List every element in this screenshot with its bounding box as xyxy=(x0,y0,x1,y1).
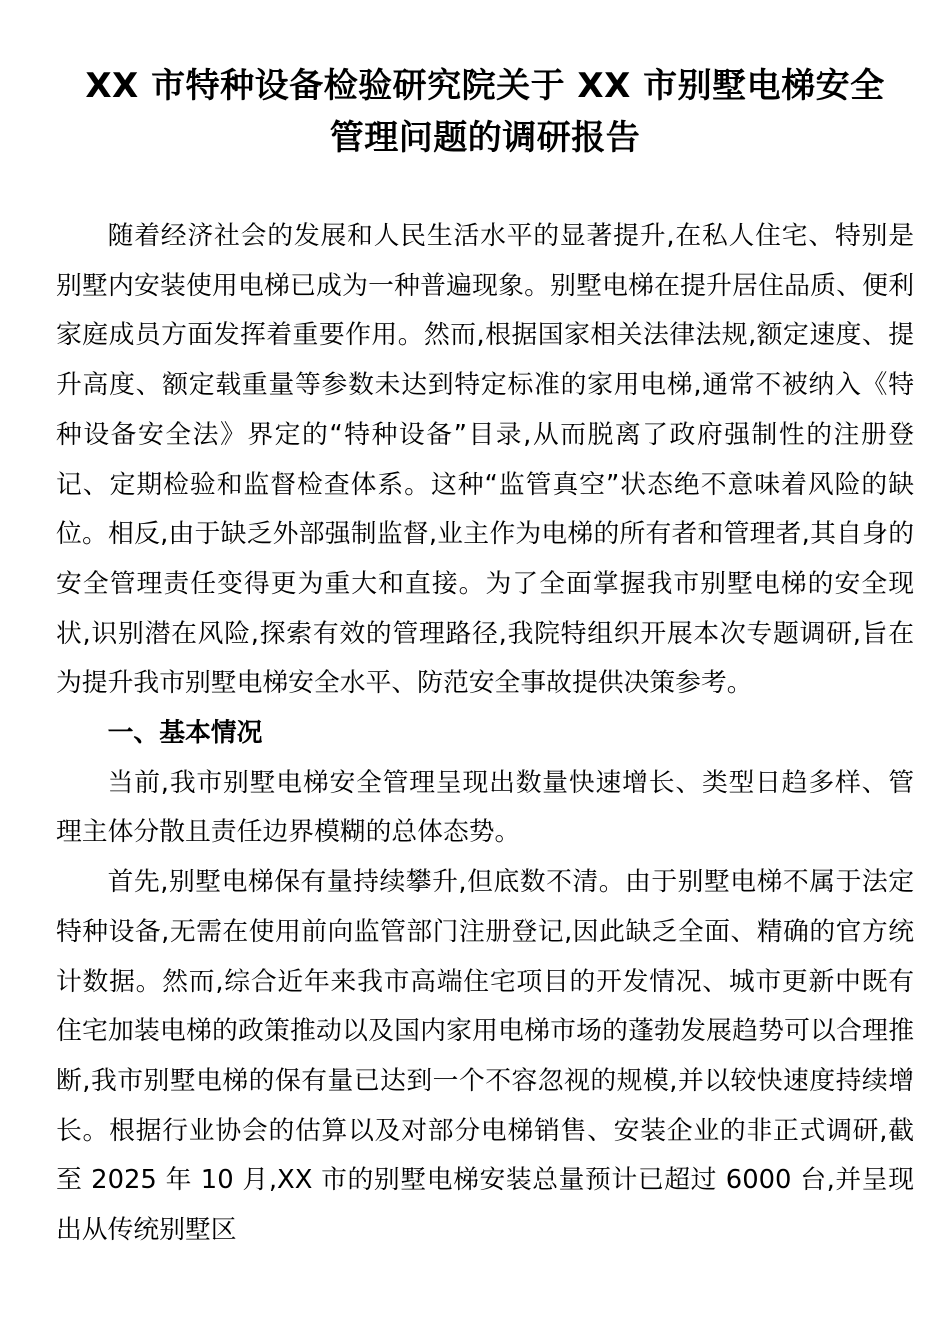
section-heading-basic-situation: 一、基本情况 xyxy=(107,718,263,749)
paragraph-elevator-growth: 首先,别墅电梯保有量持续攀升,但底数不清。由于别墅电梯不属于法定特种设备,无需在使用前向监管部门注册登记,因此缺乏全面、精确的官方统计数据。然而,综合近年来我市高端住宅项目的开发情况、城市更新中既有住宅加装电梯的政策推动以及国内家用电梯市场的蓬勃发展趋势可以合理推断,我市别墅电梯的保有量已达到一个不容忽视的规模,并以较快速度持续增长。根据行业协会的估算以及对部分电梯销售、安装企业的非正式调研,截至 2025 年 10 月,XX 市的别墅电梯安装总量预计已超过 6000 台,并呈现出从传统别墅区 xyxy=(56,867,914,1246)
document-title: XX 市特种设备检验研究院关于 XX 市别墅电梯安全管理问题的调研报告 xyxy=(85,66,885,158)
paragraph-overall-situation: 当前,我市别墅电梯安全管理呈现出数量快速增长、类型日趋多样、管理主体分散且责任边界模糊的总体态势。 xyxy=(56,767,914,848)
paragraph-introduction: 随着经济社会的发展和人民生活水平的显著提升,在私人住宅、特别是别墅内安装使用电梯已成为一种普遍现象。别墅电梯在提升居住品质、便利家庭成员方面发挥着重要作用。然而,根据国家相关法律法规,额定速度、提升高度、额定载重量等参数未达到特定标准的家用电梯,通常不被纳入《特种设备安全法》界定的“特种设备”目录,从而脱离了政府强制性的注册登记、定期检验和监督检查体系。这种“监管真空”状态绝不意味着风险的缺位。相反,由于缺乏外部强制监督,业主作为电梯的所有者和管理者,其自身的安全管理责任变得更为重大和直接。为了全面掌握我市别墅电梯的安全现状,识别潜在风险,探索有效的管理路径,我院特组织开展本次专题调研,旨在为提升我市别墅电梯安全水平、防范安全事故提供决策参考。 xyxy=(56,221,914,699)
